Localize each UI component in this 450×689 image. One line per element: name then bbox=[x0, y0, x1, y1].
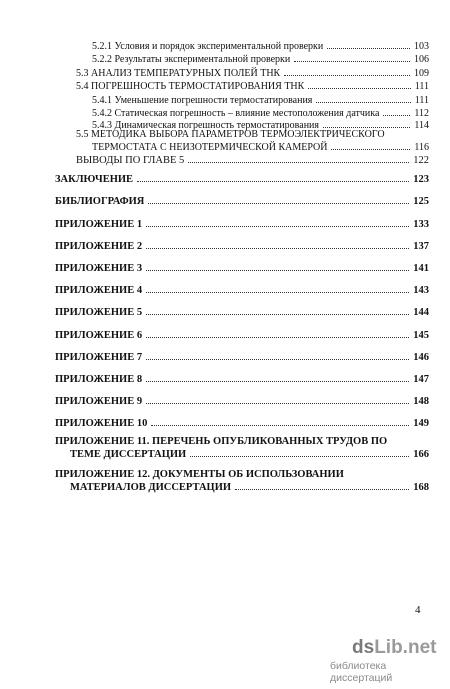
toc-leader bbox=[308, 88, 410, 89]
toc-page: 133 bbox=[413, 219, 429, 230]
toc-page: 146 bbox=[413, 352, 429, 363]
toc-leader bbox=[284, 75, 410, 76]
toc-entry-appendix-4 bbox=[55, 285, 429, 296]
toc-label: ТЕРМОСТАТА С НЕИЗОТЕРМИЧЕСКОЙ КАМЕРОЙ bbox=[92, 142, 328, 153]
toc-label: ПРИЛОЖЕНИЕ 4 bbox=[55, 285, 143, 296]
toc-entry-5-5-line1: 5.5 МЕТОДИКА ВЫБОРА ПАРАМЕТРОВ ТЕРМОЭЛЕКТРИЧЕСКОГО bbox=[76, 129, 385, 140]
toc-page: 112 bbox=[414, 108, 429, 119]
toc-page: 143 bbox=[413, 285, 429, 296]
toc-leader bbox=[146, 292, 409, 293]
toc-entry-appendix-12-line1: ПРИЛОЖЕНИЕ 12. ДОКУМЕНТЫ ОБ ИСПОЛЬЗОВАНИИ bbox=[55, 469, 344, 480]
toc-page: 166 bbox=[413, 449, 429, 460]
toc-entry-appendix-3 bbox=[55, 263, 429, 274]
toc-leader bbox=[190, 456, 409, 457]
toc-label: ПРИЛОЖЕНИЕ 6 bbox=[55, 330, 143, 341]
toc-entry-appendix-12 bbox=[70, 482, 429, 493]
toc-label: 5.4.2 Статическая погрешность – влияние местоположения датчика bbox=[92, 108, 380, 119]
toc-entry-appendix-5 bbox=[55, 307, 429, 318]
toc-leader bbox=[331, 149, 410, 150]
toc-entry-5-5 bbox=[92, 142, 429, 153]
toc-page: 145 bbox=[413, 330, 429, 341]
toc-entry-appendix-6 bbox=[55, 330, 429, 341]
toc-entry-appendix-8 bbox=[55, 374, 429, 385]
toc-leader bbox=[148, 203, 409, 204]
toc-label: ТЕМЕ ДИССЕРТАЦИИ bbox=[70, 449, 187, 460]
toc-page: 116 bbox=[414, 142, 429, 153]
toc-entry-appendix-7 bbox=[55, 352, 429, 363]
toc-label: ПРИЛОЖЕНИЕ 1 bbox=[55, 219, 143, 230]
toc-label: 5.4.3 Динамическая погрешность термостатирования bbox=[92, 120, 320, 131]
toc-leader bbox=[323, 127, 410, 128]
toc-page: 111 bbox=[414, 95, 429, 106]
toc-label: ВЫВОДЫ ПО ГЛАВЕ 5 bbox=[76, 155, 185, 166]
toc-page: 144 bbox=[413, 307, 429, 318]
toc-label: ПРИЛОЖЕНИЕ 7 bbox=[55, 352, 143, 363]
toc-entry-5-4-2 bbox=[92, 108, 429, 119]
toc-page: 106 bbox=[414, 54, 429, 65]
toc-page: 111 bbox=[414, 81, 429, 92]
toc-label: 5.2.2 Результаты экспериментальной проверки bbox=[92, 54, 291, 65]
toc-leader bbox=[137, 181, 409, 182]
toc-page: 109 bbox=[414, 68, 429, 79]
toc-page: 147 bbox=[413, 374, 429, 385]
toc-entry-zaklyuchenie bbox=[55, 174, 429, 185]
toc-page: 122 bbox=[413, 155, 429, 166]
toc-label: ПРИЛОЖЕНИЕ 2 bbox=[55, 241, 143, 252]
toc-page: 168 bbox=[413, 482, 429, 493]
toc-page: 114 bbox=[414, 120, 429, 131]
toc-label: 5.3 АНАЛИЗ ТЕМПЕРАТУРНЫХ ПОЛЕЙ ТНК bbox=[76, 68, 281, 79]
toc-leader bbox=[188, 162, 409, 163]
toc-entry-vyvody bbox=[76, 155, 429, 166]
toc-label: ПРИЛОЖЕНИЕ 9 bbox=[55, 396, 143, 407]
toc-label: ПРИЛОЖЕНИЕ 8 bbox=[55, 374, 143, 385]
toc-page: 148 bbox=[413, 396, 429, 407]
watermark-subtitle: библиотека диссертаций bbox=[330, 660, 393, 684]
toc-leader bbox=[327, 48, 410, 49]
toc-entry-bibliography bbox=[55, 196, 429, 207]
toc-page: 141 bbox=[413, 263, 429, 274]
watermark-logo[interactable] bbox=[352, 637, 436, 659]
toc-label: ЗАКЛЮЧЕНИЕ bbox=[55, 174, 134, 185]
toc-entry-5-3 bbox=[76, 68, 429, 79]
toc-label: МАТЕРИАЛОВ ДИССЕРТАЦИИ bbox=[70, 482, 232, 493]
toc-entry-appendix-1 bbox=[55, 219, 429, 230]
toc-leader bbox=[146, 403, 409, 404]
toc-label: 5.2.1 Условия и порядок экспериментальной проверки bbox=[92, 41, 324, 52]
page-number: 4 bbox=[415, 604, 421, 616]
toc-leader bbox=[235, 489, 409, 490]
toc-entry-appendix-10 bbox=[55, 418, 429, 429]
toc-page: 137 bbox=[413, 241, 429, 252]
toc-label: ПРИЛОЖЕНИЕ 5 bbox=[55, 307, 143, 318]
toc-entry-appendix-9 bbox=[55, 396, 429, 407]
toc-entry-appendix-11-line1: ПРИЛОЖЕНИЕ 11. ПЕРЕЧЕНЬ ОПУБЛИКОВАННЫХ ТРУДОВ ПО bbox=[55, 436, 388, 447]
toc-page: 149 bbox=[413, 418, 429, 429]
toc-label: 5.4 ПОГРЕШНОСТЬ ТЕРМОСТАТИРОВАНИЯ ТНК bbox=[76, 81, 305, 92]
toc-leader bbox=[146, 337, 409, 338]
watermark-logo-rest: Lib.net bbox=[374, 637, 437, 658]
toc-label: 5.4.1 Уменьшение погрешности термостатирования bbox=[92, 95, 313, 106]
toc-entry-5-4-1 bbox=[92, 95, 429, 106]
toc-leader bbox=[146, 226, 409, 227]
toc-page: 123 bbox=[413, 174, 429, 185]
watermark-logo-ds: ds bbox=[352, 637, 375, 658]
toc-leader bbox=[294, 61, 410, 62]
toc-leader bbox=[146, 314, 409, 315]
toc-page: 103 bbox=[414, 41, 429, 52]
toc-label: ПРИЛОЖЕНИЕ 3 bbox=[55, 263, 143, 274]
toc-leader bbox=[146, 270, 409, 271]
toc-leader bbox=[146, 359, 409, 360]
toc-entry-appendix-11 bbox=[70, 449, 429, 460]
toc-label: ПРИЛОЖЕНИЕ 10 bbox=[55, 418, 148, 429]
toc-entry-5-4 bbox=[76, 81, 429, 92]
toc-leader bbox=[383, 115, 410, 116]
toc-leader bbox=[146, 248, 409, 249]
toc-leader bbox=[151, 425, 409, 426]
toc-entry-5-2-2 bbox=[92, 54, 429, 65]
toc-leader bbox=[146, 381, 409, 382]
toc-entry-5-2-1 bbox=[92, 41, 429, 52]
toc-leader bbox=[316, 102, 410, 103]
toc-entry-appendix-2 bbox=[55, 241, 429, 252]
toc-label: БИБЛИОГРАФИЯ bbox=[55, 196, 145, 207]
toc-page: 125 bbox=[413, 196, 429, 207]
